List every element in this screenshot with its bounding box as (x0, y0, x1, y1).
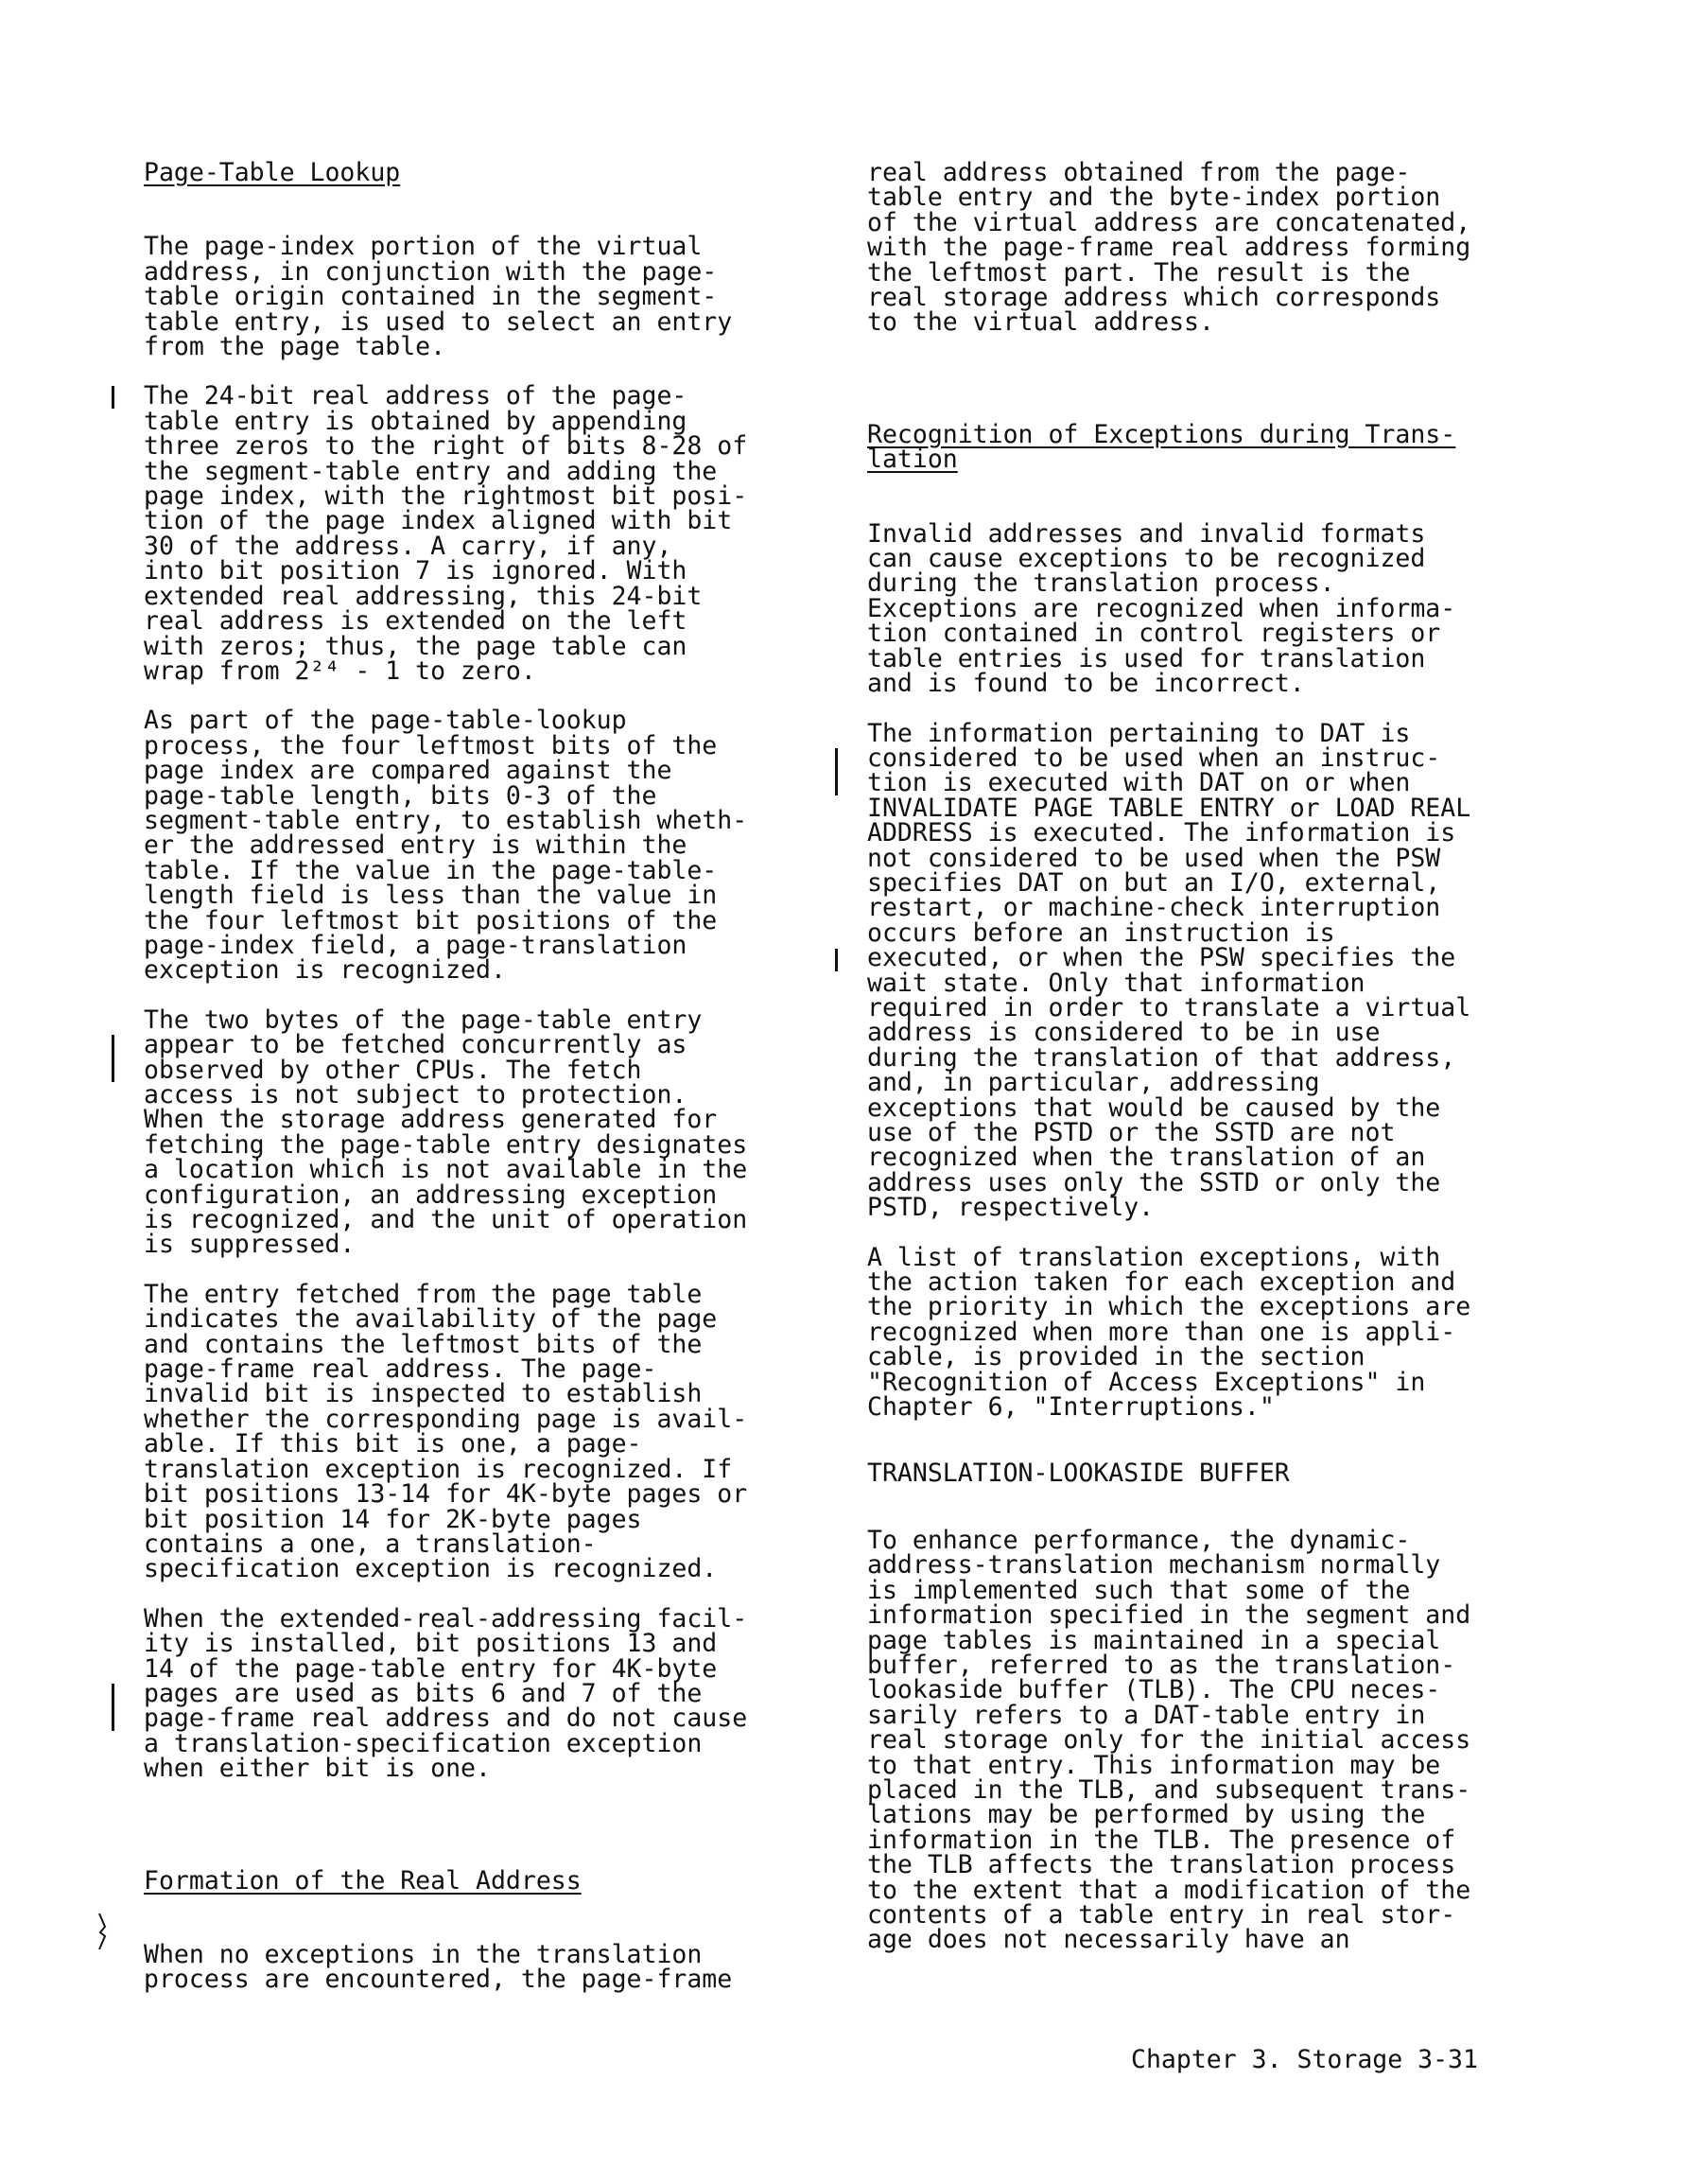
revision-bar (112, 1035, 114, 1082)
left-column (144, 158, 806, 1995)
heading-page-table-lookup: Page-Table Lookup (144, 158, 401, 187)
heading-formation-real-address: Formation of the Real Address (144, 1865, 582, 1896)
heading-recognition-exceptions: Recognition of Exceptions during Trans- lation (867, 419, 1456, 475)
paragraph-two-bytes: The two bytes of the page-table entry appear to be fetched concurrently as observed by other CPUs. The fetch access is not subject to protection. When the storage address generated for fetching the page-table entry designates a location which is not available in the configuration, an addressing exception is recognized, and the unit of operation is suppressed. (144, 1005, 748, 1260)
paragraph-real-address-obtained: real address obtained from the page- table entry and the byte-index portion of the virtual address are concatenated, with the page-frame real address forming the leftmost part. The result is the real storage address which corresponds to the virtual address. (867, 158, 1471, 338)
revision-bar (835, 748, 838, 795)
paragraph-real-address-24-bit: The 24-bit real address of the page- table entry is obtained by appending three zeros to the right of bits 8-28 of the segment-table entry and adding the page index, with the rightmost bit posi- tion of the page index aligned with bit 30 of the address. A carry, if any, into bit position 7 is ignored. With extended real addressing, this 24-bit real address is extended on the left with zeros; thus, the page table can wrap from 2²⁴ - 1 to zero. (144, 381, 748, 686)
right-column (867, 158, 1529, 1955)
revision-bar (112, 1684, 114, 1731)
revision-bar (112, 386, 114, 409)
paragraph-page-index: The page-index portion of the virtual address, in conjunction with the page- table origin contained in the segment- table entry, is used to select an entry from the page table. (144, 232, 733, 362)
paragraph-invalid-addresses: Invalid addresses and invalid formats can cause exceptions to be recognized during the translation process. Exceptions are recognized when informa- tion contained in control registers or table entries is used for translation and is found to be incorrect. (867, 518, 1456, 699)
paragraph-extended-real-addressing: When the extended-real-addressing facil- ity is installed, bit positions 13 and 14 of the page-table entry for 4K-byte pages are used as bits 6 and 7 of the page-frame real address and do not cause a translation-specification exception when either bit is one. (144, 1603, 748, 1784)
margin-arrow-icon (97, 1913, 107, 1949)
section-title-tlb: TRANSLATION-LOOKASIDE BUFFER (867, 1459, 1290, 1489)
paragraph-no-exceptions: When no exceptions in the translation process are encountered, the page-frame (144, 1939, 733, 1995)
paragraph-translation-exceptions-list: A list of translation exceptions, with the action taken for each exception and the priority in which the exceptions are recognized when more than one is appli- cable, is provided in the section "Recognition of Access Exceptions" in Chapter 6, "Interruptions." (867, 1242, 1471, 1423)
paragraph-tlb: To enhance performance, the dynamic- address-translation mechanism normally is implemented such that some of the information specified in the segment and page tables is maintained in a special buffer, referred to as the translation- lookaside buffer (TLB). The CPU neces- sarily refers to a DAT-table entry in real storage only for the initial access to that entry. This information may be placed in the TLB, and subsequent trans- lations may be performed by using the information in the TLB. The presence of the TLB affects the translation process to the extent that a modification of the contents of a table entry in real stor- age does not necessarily have an (867, 1525, 1471, 1955)
paragraph-page-table-lookup: As part of the page-table-lookup process, the four leftmost bits of the page index are compared against the page-table length, bits 0-3 of the segment-table entry, to establish wheth- er the addressed entry is within the table. If the value in the page-table- length field is less than the value in the four leftmost bit positions of the page-index field, a page-translation exception is recognized. (144, 706, 748, 986)
revision-bar (835, 949, 838, 971)
paragraph-information-dat: The information pertaining to DAT is considered to be used when an instruc- tion is executed with DAT on or when INVALIDATE PAGE TABLE ENTRY or LOAD REAL ADDRESS is executed. The information is not considered to be used when the PSW specifies DAT on but an I/O, external, restart, or machine-check interruption occurs before an instruction is executed, or when the PSW specifies the wait state. Only that information required in order to translate a virtual address is considered to be in use during the translation of that address, and, in particular, addressing exceptions that would be caused by the use of the PSTD or the SSTD are not recognized when the translation of an address uses only the SSTD or only the PSTD, respectively. (867, 718, 1471, 1223)
page-footer: Chapter 3. Storage 3-31 (1131, 2045, 1478, 2074)
paragraph-entry-fetched: The entry fetched from the page table indicates the availability of the page and contains the leftmost bits of the page-frame real address. The page- invalid bit is inspected to establish whether the corresponding page is avail- able. If this bit is one, a page- translation exception is recognized. If bit positions 13-14 for 4K-byte pages or bit position 14 for 2K-byte pages contains a one, a translation- specification exception is recognized. (144, 1279, 748, 1584)
